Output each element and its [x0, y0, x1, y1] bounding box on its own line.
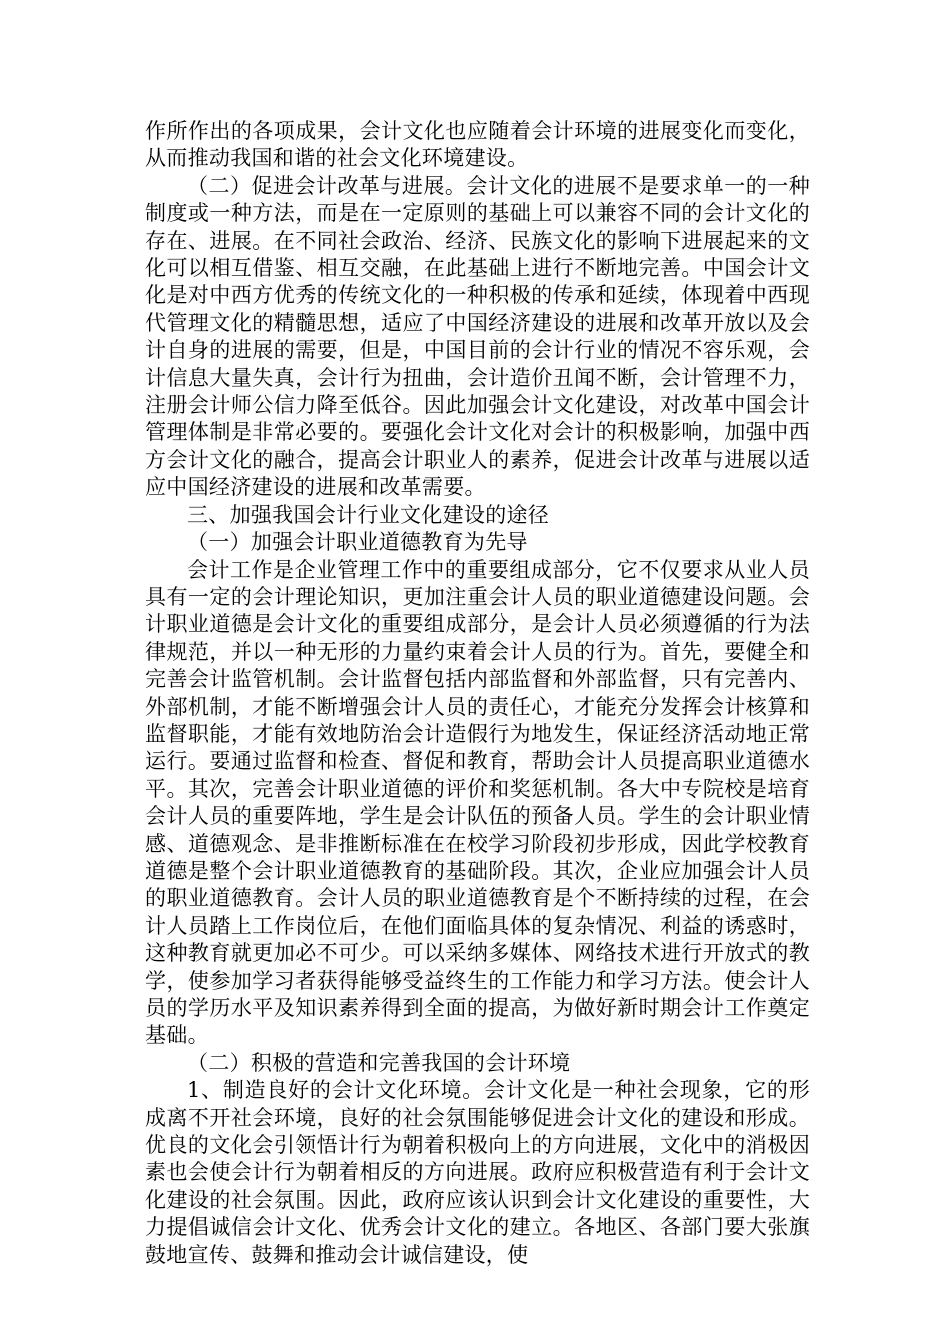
document-body [145, 118, 810, 1269]
paragraph-continuation: 作所作出的各项成果，会计文化也应随着会计环境的进展变化而变化，从而推动我国和谐的社会文化环境建设。 [145, 119, 810, 171]
subsection-heading-2: （二）积极的营造和完善我国的会计环境 [187, 1050, 571, 1075]
paragraph-professional-ethics: 会计工作是企业管理工作中的重要组成部分，它不仅要求从业人员具有一定的会计理论知识，更加注重会计人员的职业道德建设问题。会计职业道德是会计文化的重要组成部分，是会计人员必须遵循的行为法律规范，并以一种无形的力量约束着会计人员的行为。首先，要健全和完善会计监管机制。会计监督包括内部监督和外部监督，只有完善内、外部机制，才能不断增强会计人员的责任心，才能充分发挥会计核算和监督职能，才能有效地防治会计造假行为地发生，保证经济活动地正常运行。要通过监督和检查、督促和教育，帮助会计人员提高职业道德水平。其次，完善会计职业道德的评价和奖惩机制。各大中专院校是培育会计人员的重要阵地，学生是会计队伍的预备人员。学生的会计职业情感、道德观念、是非推断标准在在校学习阶段初步形成，因此学校教育道德是整个会计职业道德教育的基础阶段。其次，企业应加强会计人员的职业道德教育。会计人员的职业道德教育是个不断持续的过程，在会计人员踏上工作岗位后，在他们面临具体的复杂情况、利益的诱惑时，这种教育就更加必不可少。可以采纳多媒体、网络技术进行开放式的教学，使参加学习者获得能够受益终生的工作能力和学习方法。使会计人员的学历水平及知识素养得到全面的提高，为做好新时期会计工作奠定基础。 [145, 557, 810, 1048]
paragraph-accounting-environment: 1、制造良好的会计文化环境。会计文化是一种社会现象，它的形成离不开社会环境，良好的社会氛围能够促进会计文化的建设和形成。优良的文化会引领悟计行为朝着积极向上的方向进展，文化中的消极因素也会使会计行为朝着相反的方向进展。政府应积极营造有利于会计文化建设的社会氛围。因此，政府应该认识到会计文化建设的重要性，大力提倡诚信会计文化、优秀会计文化的建立。各地区、各部门要大张旗鼓地宣传、鼓舞和推动会计诚信建设，使 [145, 1078, 810, 1267]
subsection-heading-1: （一）加强会计职业道德教育为先导 [187, 530, 528, 555]
section-heading-3: 三、加强我国会计行业文化建设的途径 [187, 502, 550, 527]
paragraph-section-2-promote-reform: （二）促进会计改革与进展。会计文化的进展不是要求单一的一种制度或一种方法，而是在一定原则的基础上可以兼容不同的会计文化的存在、进展。在不同社会政治、经济、民族文化的影响下进展起来的文化可以相互借鉴、相互交融，在此基础上进行不断地完善。中国会计文化是对中西方优秀的传统文化的一种积极的传承和延续，体现着中西现代管理文化的精髓思想，适应了中国经济建设的进展和改革开放以及会计自身的进展的需要，但是，中国目前的会计行业的情况不容乐观，会计信息大量失真，会计行为扭曲，会计造价丑闻不断，会计管理不力，注册会计师公信力降至低谷。因此加强会计文化建设，对改革中国会计管理体制是非常必要的。要强化会计文化对会计的积极影响，加强中西方会计文化的融合，提高会计职业人的素养，促进会计改革与进展以适应中国经济建设的进展和改革需要。 [145, 173, 810, 500]
